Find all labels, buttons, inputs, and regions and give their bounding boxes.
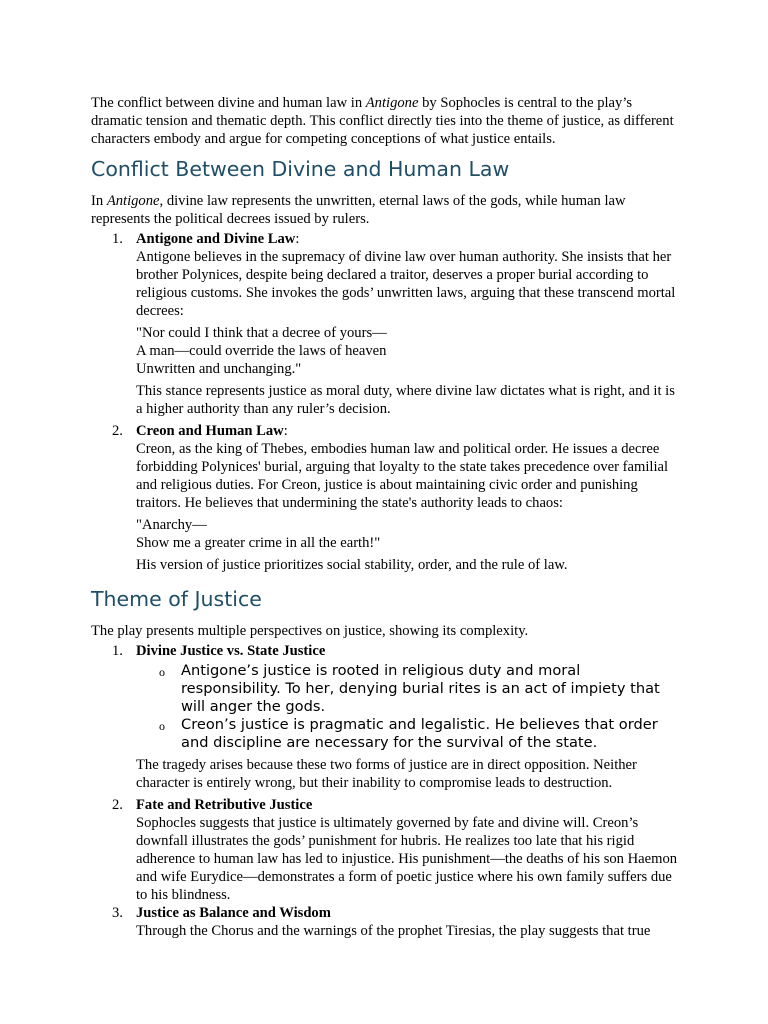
item-conclusion: His version of justice prioritizes social stability, order, and the rule of law.: [136, 557, 568, 573]
list-number: 2.: [112, 423, 123, 439]
intro-paragraph: The conflict between divine and human law in Antigone by Sophocles is central to the play’s dramatic tension and thematic depth. This conflict directly ties into the theme of justice, as different characters embody and argue for competing conceptions of what justice entails.: [91, 95, 674, 147]
item-title: Divine Justice vs. State Justice: [136, 643, 326, 659]
sub-bullet-item: o Creon’s justice is pragmatic and legalistic. He believes that order and discipline are necessary for the survival of the state.: [159, 716, 658, 751]
quote-line: A man—could override the laws of heaven: [136, 343, 387, 359]
list-number: 2.: [112, 797, 123, 813]
document-body: [91, 94, 683, 940]
list-number: 1.: [112, 643, 123, 659]
justice-list: [91, 642, 683, 940]
quote-block: [136, 324, 683, 378]
item-body: Creon, as the king of Thebes, embodies human law and political order. He issues a decree forbidding Polynices' burial, arguing that loyalty to the state takes precedence over familial and religious duties. For Creon, justice is about maintaining civic order and punishing traitors. He believes that undermining the state's authority leads to chaos:: [136, 441, 669, 511]
quote-line: Unwritten and unchanging.": [136, 361, 302, 377]
item-title: Fate and Retributive Justice: [136, 797, 313, 813]
bullet-marker: o: [159, 719, 165, 733]
item-conclusion: The tragedy arises because these two forms of justice are in direct opposition. Neither character is entirely wrong, but their inability to compromise leads to destruction.: [136, 757, 637, 791]
list-number: 1.: [112, 231, 123, 247]
quote-line: "Anarchy—: [136, 517, 207, 533]
item-title: Creon and Human Law: [136, 423, 284, 439]
bullet-marker: o: [159, 665, 165, 679]
list-item: [91, 904, 683, 940]
list-number: 3.: [112, 905, 123, 921]
play-title: Antigone: [365, 95, 419, 111]
list-item: 1. Antigone and Divine Law: Antigone believes in the supremacy of divine law over human authority. She insists that her brother Polynices, despite being declared a traitor, deserves a proper burial according to religious customs. She invokes the gods’ unwritten laws, arguing that these transcend mortal decrees: "Nor could I think that a decree of yours— A man—could override the laws of heaven Unwritten and unchanging." This stance represents justice as moral duty, where divine law dictates what is right, and it is a higher authority than any ruler’s decision.: [91, 230, 683, 418]
conflict-list: [91, 230, 683, 574]
list-item: [91, 642, 683, 792]
item-title: Justice as Balance and Wisdom: [136, 905, 331, 921]
sub-bullet-list: [136, 662, 683, 752]
sub-bullet-item: o Antigone’s justice is rooted in religious duty and moral responsibility. To her, denying burial rites is an act of impiety that will anger the gods.: [159, 662, 660, 715]
item-conclusion: This stance represents justice as moral duty, where divine law dictates what is right, and it is a higher authority than any ruler’s decision.: [136, 383, 675, 417]
section1-lead: In Antigone, divine law represents the unwritten, eternal laws of the gods, while human law represents the political decrees issued by rulers.: [91, 193, 626, 227]
item-body: Sophocles suggests that justice is ultimately governed by fate and divine will. Creon’s downfall illustrates the gods’ punishment for hubris. He realizes too late that his rigid adherence to human law has led to injustice. His punishment—the deaths of his son Haemon and wife Eurydice—demonstrates a form of poetic justice where his own family suffers due to his blindness.: [136, 815, 678, 903]
section-heading-justice: Theme of Justice: [91, 587, 262, 611]
item-title: Antigone and Divine Law: [136, 231, 296, 247]
section2-lead: The play presents multiple perspectives on justice, showing its complexity.: [91, 623, 529, 639]
item-body: Through the Chorus and the warnings of the prophet Tiresias, the play suggests that true: [136, 923, 651, 939]
quote-line: "Nor could I think that a decree of yours—: [136, 325, 387, 341]
section-heading-conflict: Conflict Between Divine and Human Law: [91, 157, 510, 181]
list-item: 2. Creon and Human Law: Creon, as the king of Thebes, embodies human law and political order. He issues a decree forbidding Polynices' burial, arguing that loyalty to the state takes precedence over familial and religious duties. For Creon, justice is about maintaining civic order and punishing traitors. He believes that undermining the state's authority leads to chaos: "Anarchy— Show me a greater crime in all the earth!" His version of justice prioritizes social stability, order, and the rule of law.: [91, 422, 683, 574]
quote-block: [136, 516, 683, 552]
list-item: [91, 796, 683, 904]
item-body: Antigone believes in the supremacy of divine law over human authority. She insists that her brother Polynices, despite being declared a traitor, deserves a proper burial according to religious customs. She invokes the gods’ unwritten laws, arguing that these transcend mortal decrees:: [136, 249, 676, 319]
quote-line: Show me a greater crime in all the earth!": [136, 535, 381, 551]
